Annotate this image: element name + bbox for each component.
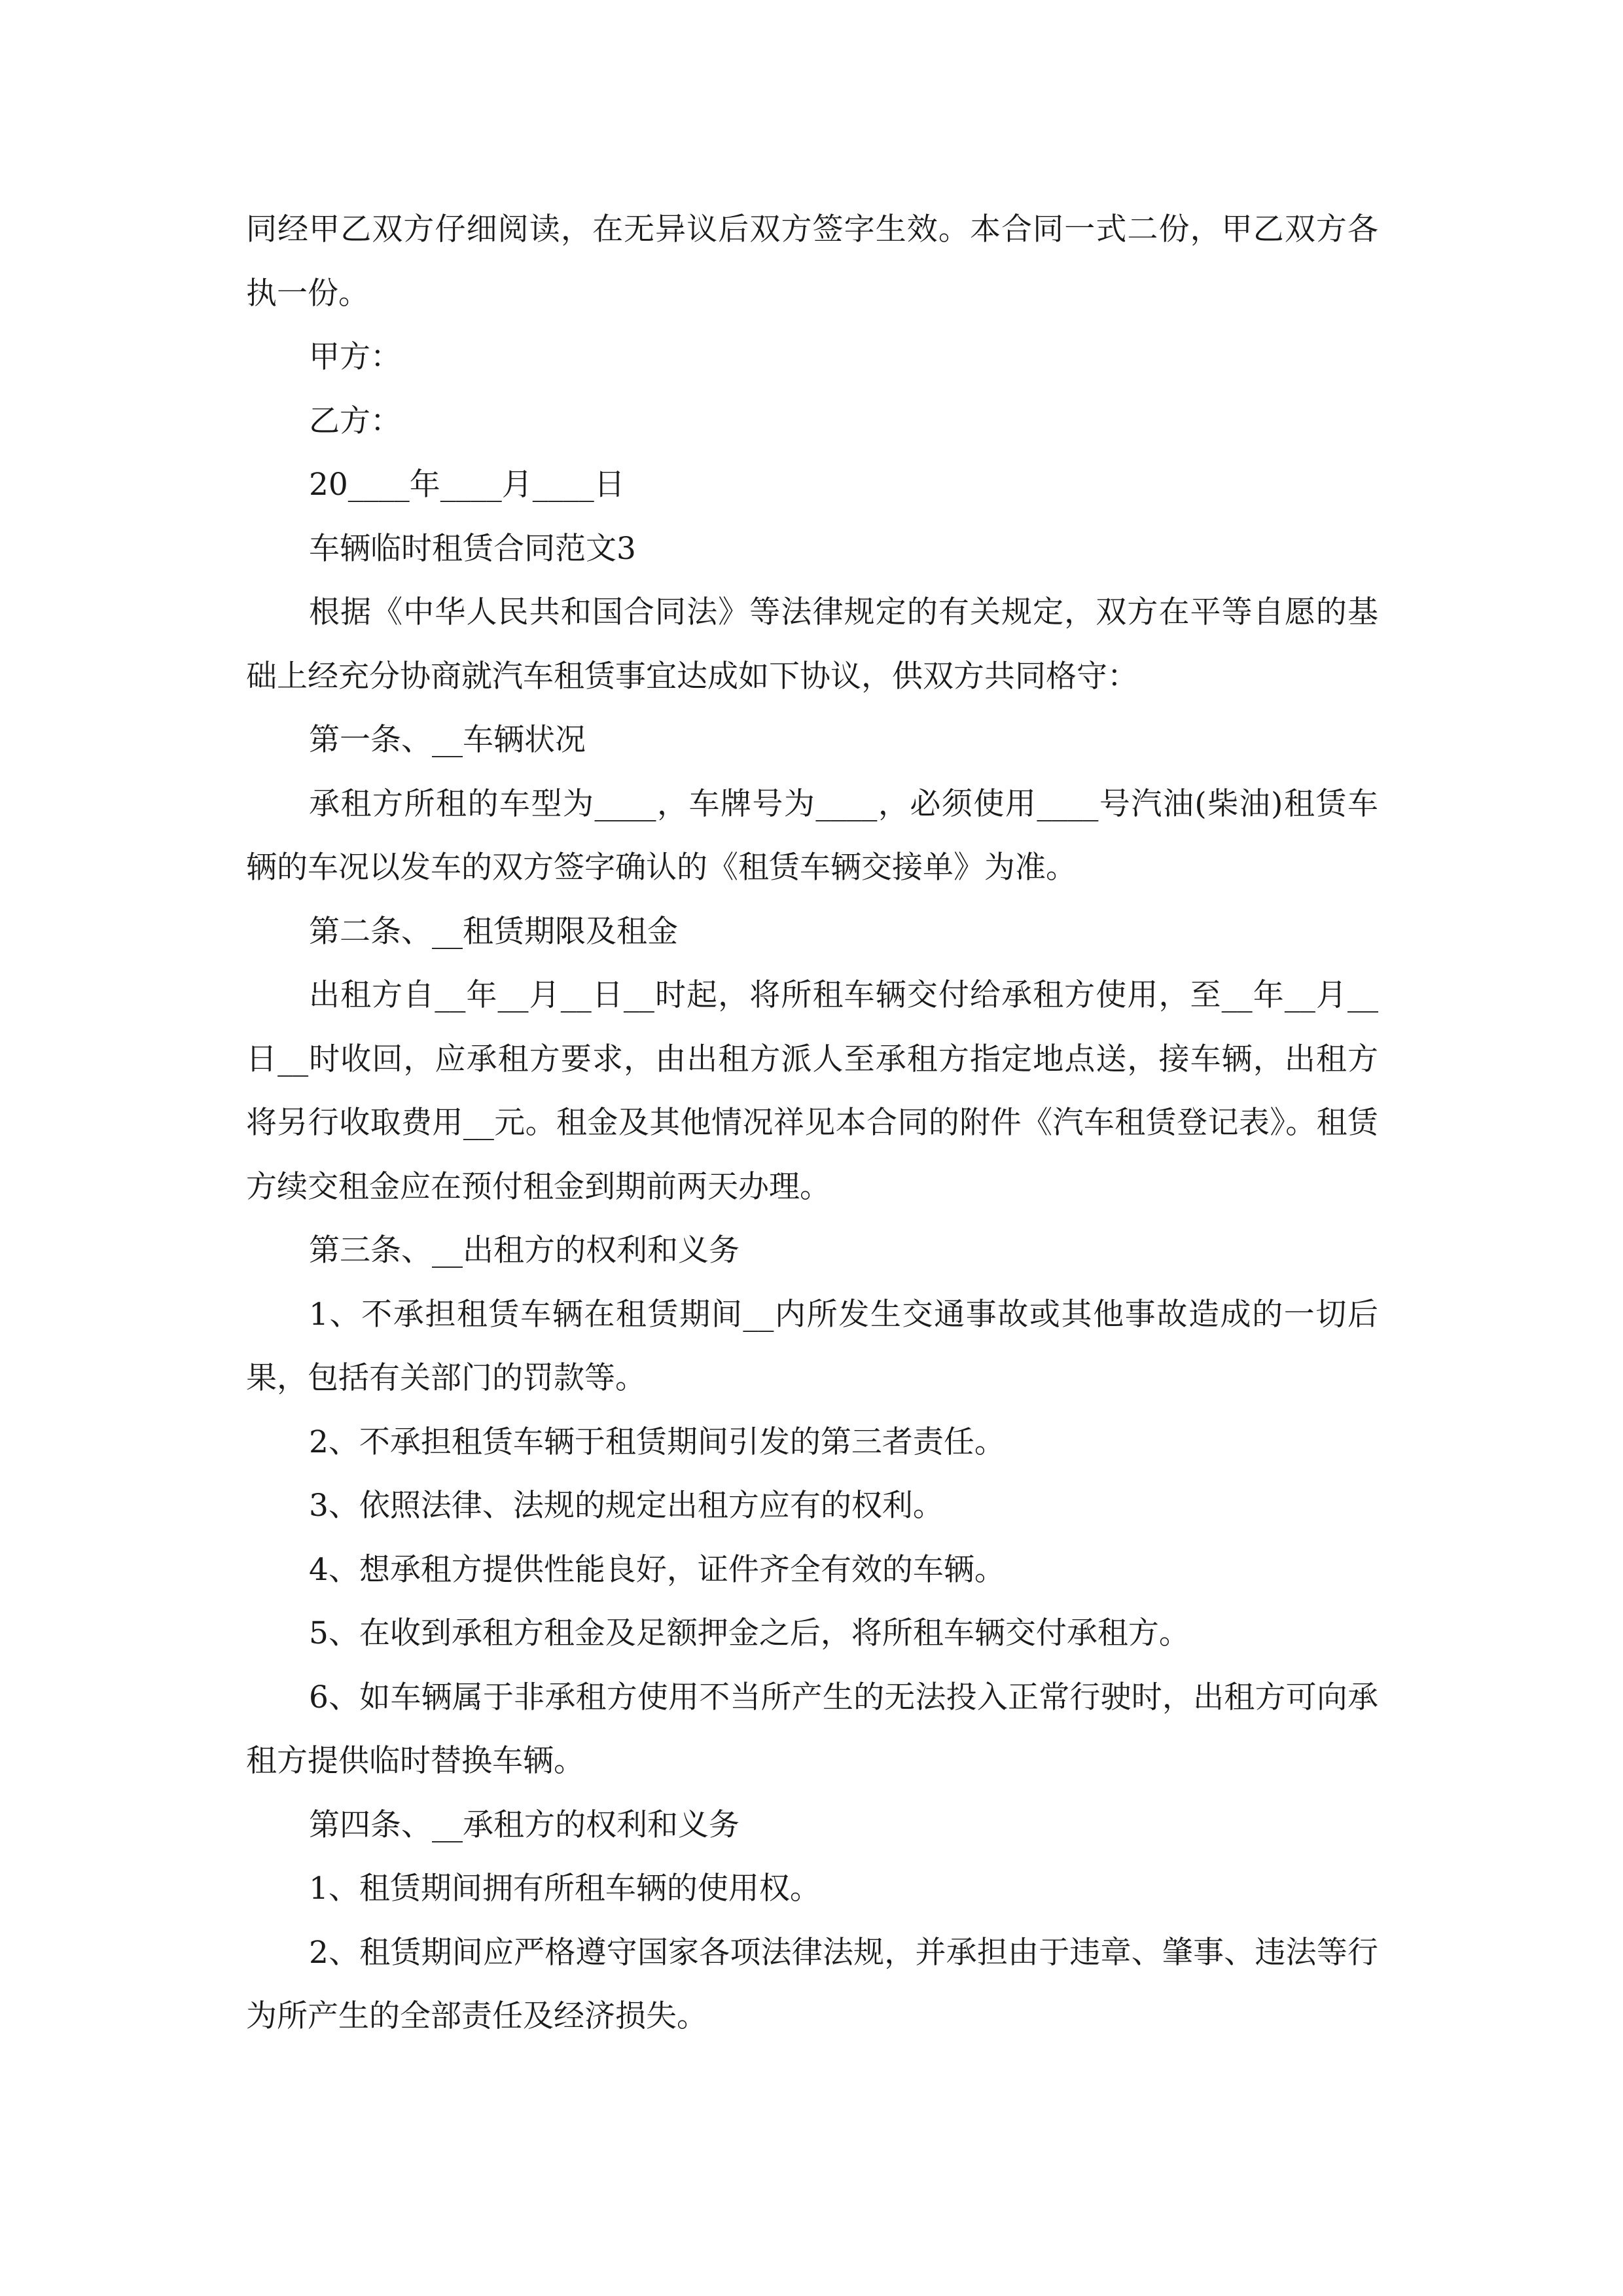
party-a-signature-line: 甲方： xyxy=(309,339,401,375)
article-3-item-1: 1、不承担租赁车辆在租赁期间__内所发生交通事故或其他事故造成的一切后果，包括有关部门的罚款等。 xyxy=(246,1296,1378,1396)
article-3-heading: 第三条、__出租方的权利和义务 xyxy=(309,1232,740,1268)
preamble-paragraph: 根据《中华人民共和国合同法》等法律规定的有关规定，双方在平等自愿的基础上经充分协商就汽车租赁事宜达成如下协议，供双方共同格守： xyxy=(246,594,1378,694)
paragraph-continuation: 同经甲乙双方仔细阅读，在无异议后双方签字生效。本合同一式二份，甲乙双方各执一份。 xyxy=(246,211,1378,312)
article-4-item-1: 1、租赁期间拥有所租车辆的使用权。 xyxy=(309,1871,821,1907)
article-4-item-2: 2、租赁期间应严格遵守国家各项法律法规，并承担由于违章、肇事、违法等行为所产生的全部责任及经济损失。 xyxy=(246,1934,1378,2034)
article-2-heading: 第二条、__租赁期限及租金 xyxy=(309,913,678,950)
article-3-item-4: 4、想承租方提供性能良好，证件齐全有效的车辆。 xyxy=(309,1551,1005,1588)
section-title: 车辆临时租赁合同范文3 xyxy=(309,530,636,567)
article-3-item-5: 5、在收到承租方租金及足额押金之后，将所租车辆交付承租方。 xyxy=(309,1615,1190,1651)
document-body xyxy=(246,198,1378,2049)
article-1-heading: 第一条、__车辆状况 xyxy=(309,722,586,758)
party-b-signature-line: 乙方： xyxy=(309,403,401,439)
article-3-item-3: 3、依照法律、法规的规定出租方应有的权利。 xyxy=(309,1488,944,1524)
article-2-body: 出租方自__年__月__日__时起，将所租车辆交付给承租方使用，至__年__月__日__时收回，应承租方要求，由出租方派人至承租方指定地点送，接车辆，出租方将另行收取费用__元。租金及其他情况祥见本合同的附件《汽车租赁登记表》。租赁方续交租金应在预付租金到期前两天办理。 xyxy=(246,977,1378,1205)
article-3-item-6: 6、如车辆属于非承租方使用不当所产生的无法投入正常行驶时，出租方可向承租方提供临时替换车辆。 xyxy=(246,1679,1378,1779)
date-line: 20____年____月____日 xyxy=(309,467,625,503)
article-3-item-2: 2、不承担租赁车辆于租赁期间引发的第三者责任。 xyxy=(309,1424,1005,1460)
article-1-body: 承租方所租的车型为____，车牌号为____，必须使用____号汽油(柴油)租赁车辆的车况以发车的双方签字确认的《租赁车辆交接单》为准。 xyxy=(246,785,1378,886)
article-4-heading: 第四条、__承租方的权利和义务 xyxy=(309,1806,740,1843)
